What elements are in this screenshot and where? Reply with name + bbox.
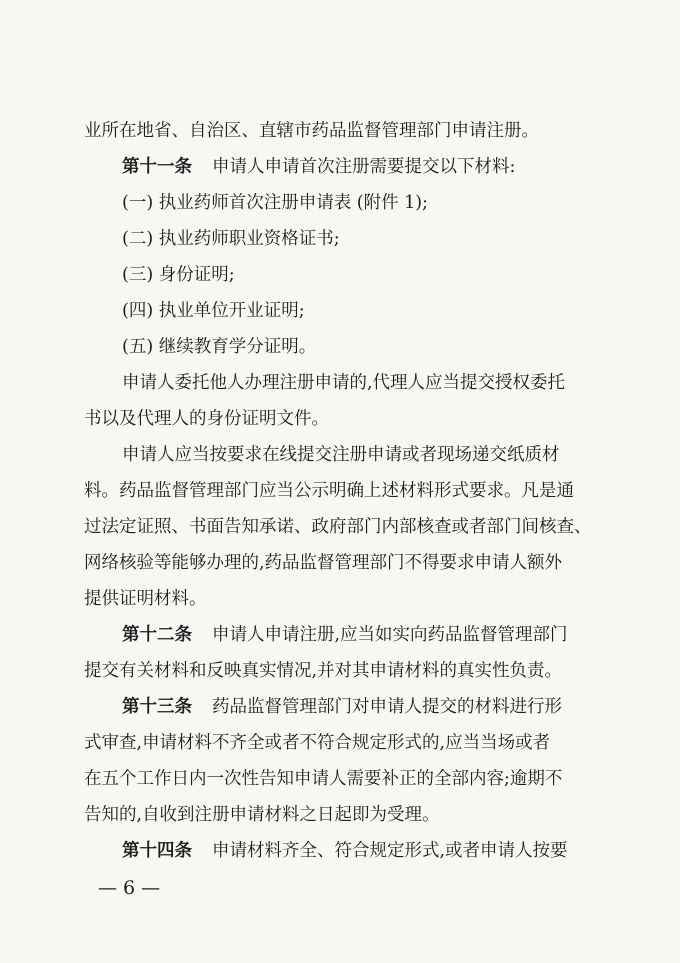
text-line xyxy=(0,368,680,398)
list-item: (一) 执业药师首次注册申请表 (附件 1); xyxy=(122,193,429,213)
paragraph-text: 料。药品监督管理部门应当公示明确上述材料形式要求。凡是通 xyxy=(84,481,574,501)
paragraph-text: 提供证明材料。 xyxy=(84,589,207,609)
list-item: (二) 执业药师职业资格证书; xyxy=(122,229,340,249)
paragraph-text: 药品监督管理部门对申请人提交的材料进行形 xyxy=(212,697,562,717)
article-heading: 第十二条 xyxy=(122,625,192,645)
text-line xyxy=(0,620,680,650)
text-line xyxy=(0,728,680,758)
paragraph-text: 告知的,自收到注册申请材料之日起即为受理。 xyxy=(84,805,440,825)
paragraph-text: 申请人申请注册,应当如实向药品监督管理部门 xyxy=(212,625,568,645)
article-heading: 第十四条 xyxy=(122,841,192,861)
paragraph-text: 在五个工作日内一次性告知申请人需要补正的全部内容;逾期不 xyxy=(84,769,563,789)
list-item: (三) 身份证明; xyxy=(122,265,235,285)
list-item: (五) 继续教育学分证明。 xyxy=(122,337,317,357)
text-line xyxy=(0,584,680,614)
paragraph-text: 申请材料齐全、符合规定形式,或者申请人按要 xyxy=(212,841,568,861)
paragraph-text: 业所在地省、自治区、直辖市药品监督管理部门申请注册。 xyxy=(84,121,539,141)
text-line xyxy=(0,476,680,506)
article-heading: 第十三条 xyxy=(122,697,192,717)
text-line xyxy=(0,656,680,686)
paragraph-text: 网络核验等能够办理的,药品监督管理部门不得要求申请人额外 xyxy=(84,553,563,573)
text-line xyxy=(0,224,680,254)
text-line xyxy=(0,296,680,326)
paragraph-text: 提交有关材料和反映真实情况,并对其申请材料的真实性负责。 xyxy=(84,661,563,681)
text-line xyxy=(0,404,680,434)
paragraph-text: 过法定证照、书面告知承诺、政府部门内部核查或者部门间核查、 xyxy=(84,517,592,537)
text-line xyxy=(0,260,680,290)
paragraph-text: 式审查,申请材料不齐全或者不符合规定形式的,应当当场或者 xyxy=(84,733,551,753)
text-line xyxy=(0,152,680,182)
text-line xyxy=(0,512,680,542)
list-item: (四) 执业单位开业证明; xyxy=(122,301,305,321)
text-line xyxy=(0,548,680,578)
article-heading: 第十一条 xyxy=(122,157,192,177)
text-line xyxy=(0,332,680,362)
paragraph-text: 申请人委托他人办理注册申请的,代理人应当提交授权委托 xyxy=(122,373,566,393)
text-line xyxy=(0,188,680,218)
text-line xyxy=(0,800,680,830)
text-line xyxy=(0,764,680,794)
page-number: — 6 — xyxy=(98,877,161,899)
paragraph-text: 申请人应当按要求在线提交注册申请或者现场递交纸质材 xyxy=(122,445,560,465)
paragraph-text: 书以及代理人的身份证明文件。 xyxy=(84,409,329,429)
text-line xyxy=(0,440,680,470)
text-line xyxy=(0,836,680,866)
paragraph-text: 申请人申请首次注册需要提交以下材料: xyxy=(212,157,516,177)
text-line xyxy=(0,116,680,146)
text-line xyxy=(0,692,680,722)
